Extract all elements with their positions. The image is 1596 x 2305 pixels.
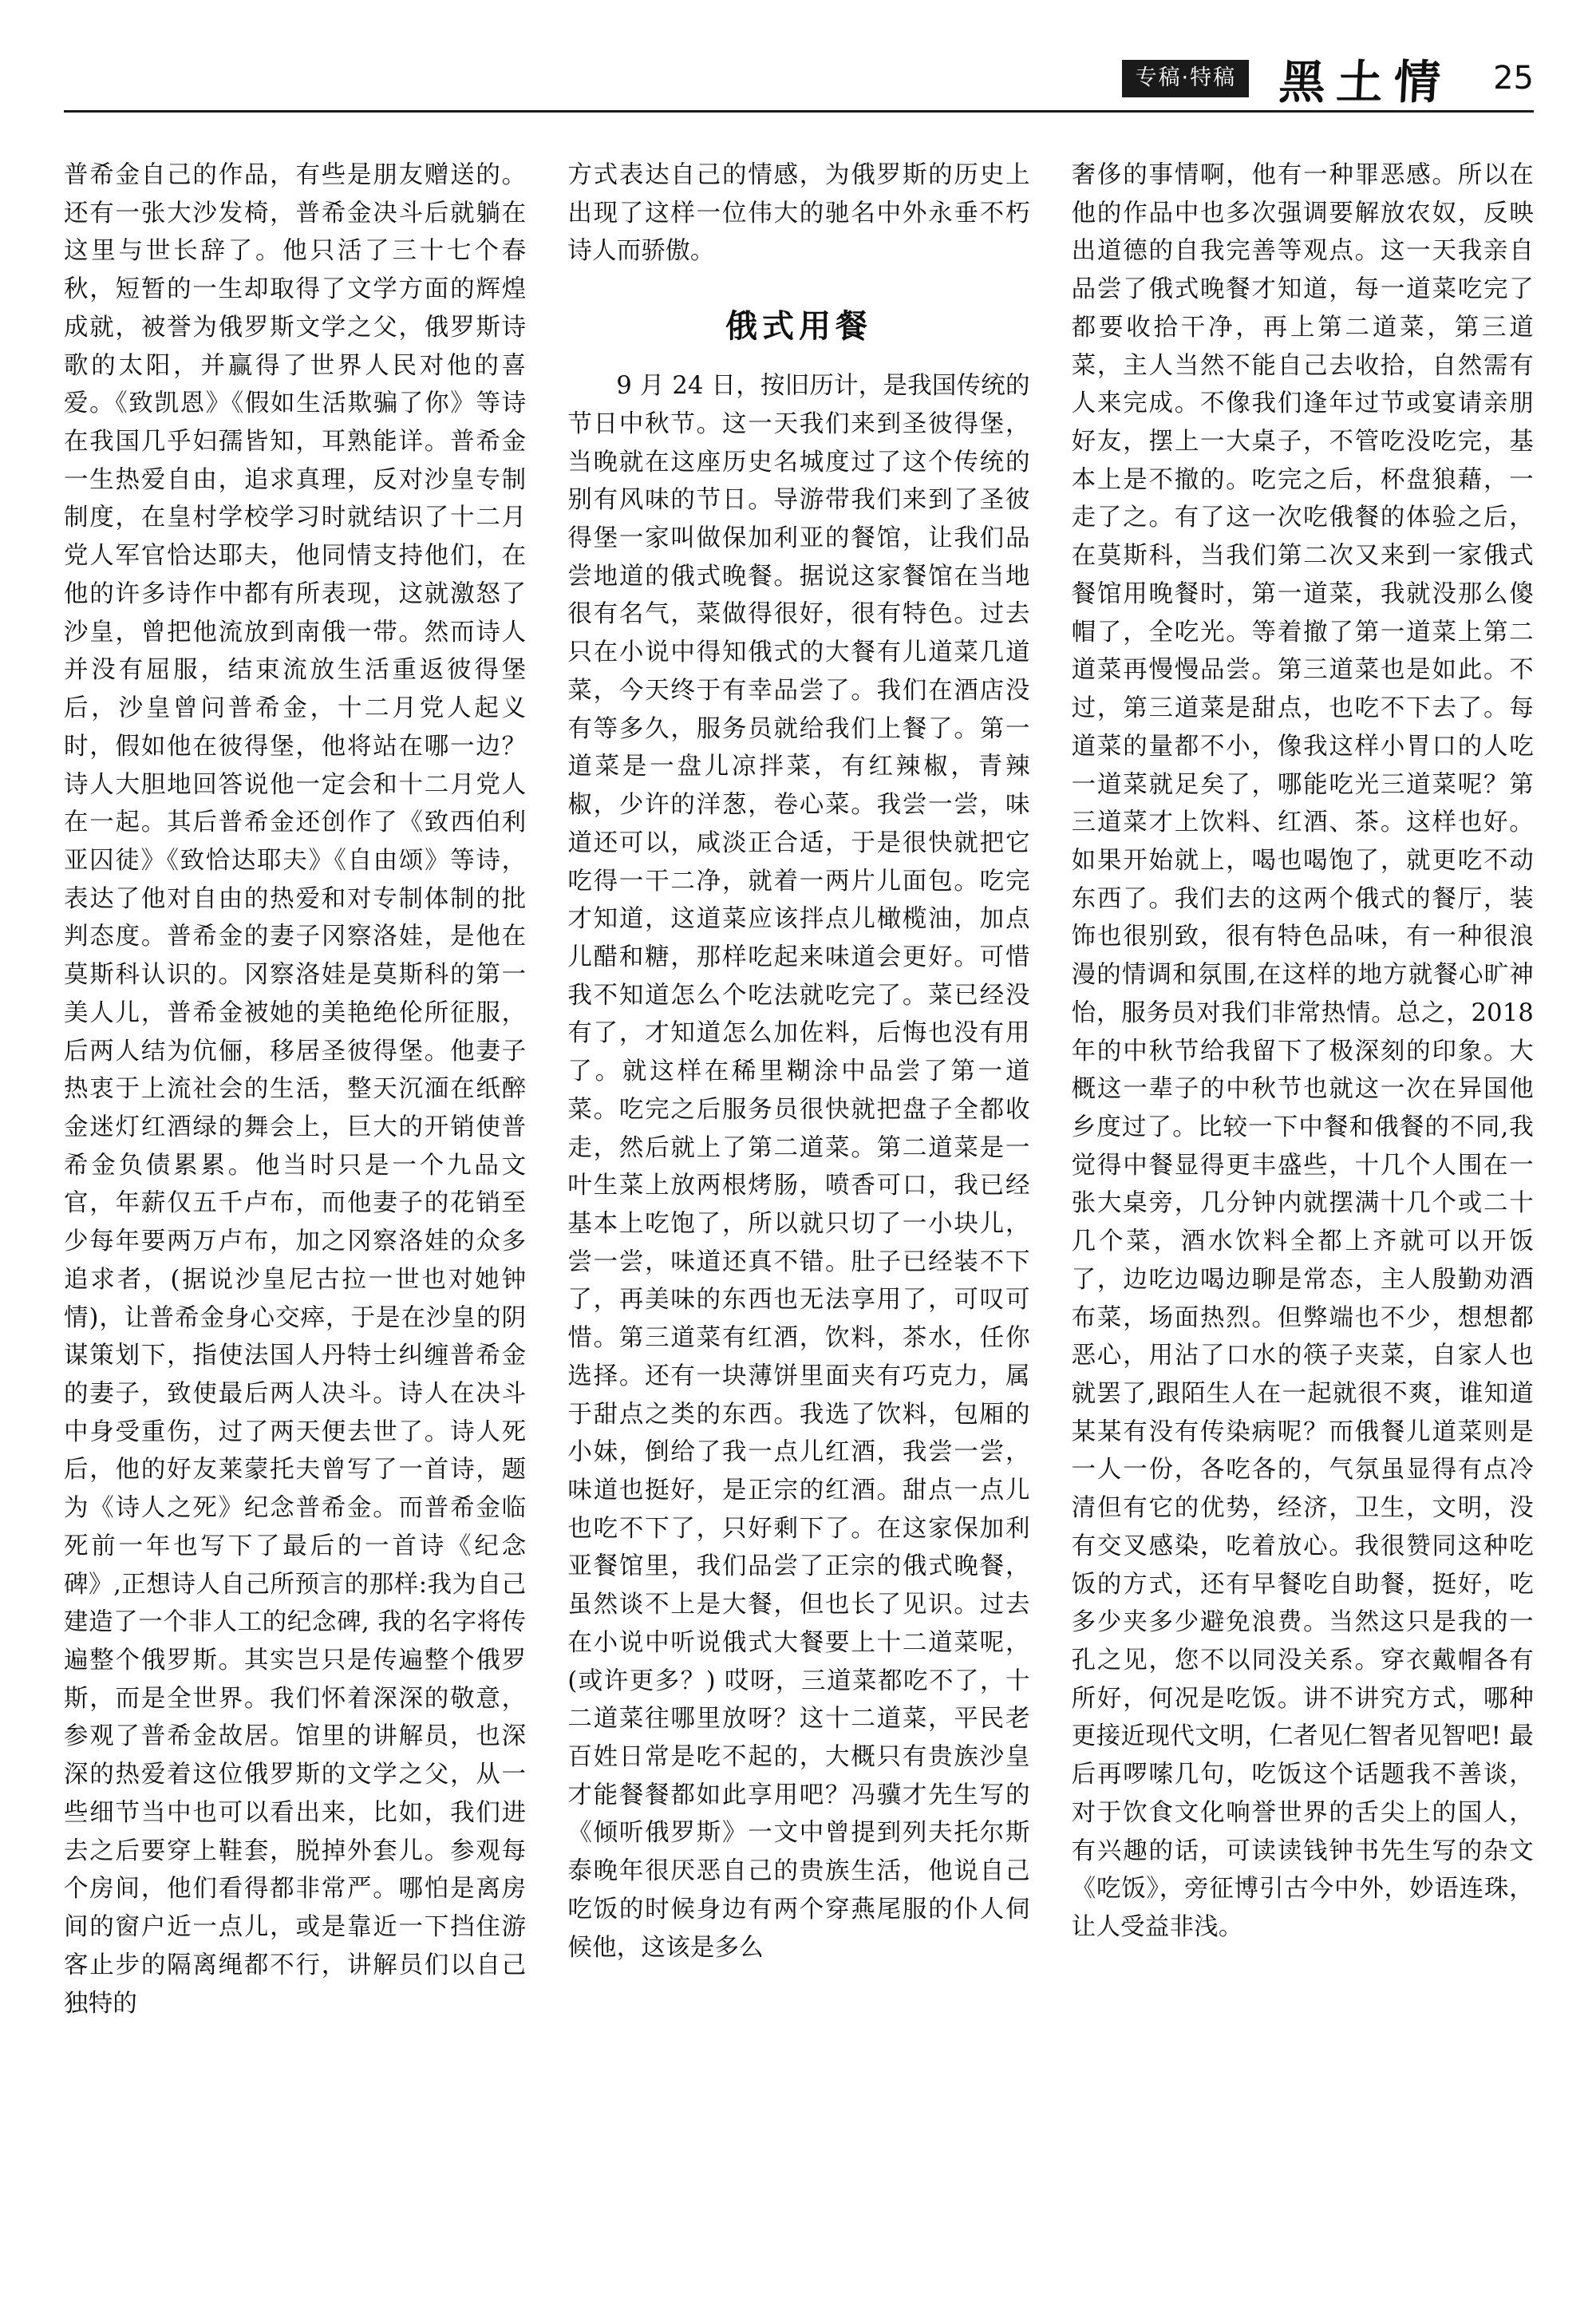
paragraph: 9 月 24 日，按旧历计，是我国传统的节日中秋节。这一天我们来到圣彼得堡，当晚就在这座历史名城度过了这个传统的别有风味的节日。导游带我们来到了圣彼得堡一家叫做保加利亚的餐馆，让我们品尝地道的俄式晚餐。据说这家餐馆在当地很有名气，菜做得很好，很有特色。过去只在小说中得知俄式的大餐有儿道菜几道菜，今天终于有幸品尝了。我们在酒店没有等多久，服务员就给我们上餐了。第一道菜是一盘儿凉拌菜，有红辣椒，青辣椒，少许的洋葱，卷心菜。我尝一尝，味道还可以，咸淡正合适，于是很快就把它吃得一干二净，就着一两片儿面包。吃完才知道，这道菜应该拌点儿橄榄油，加点儿醋和糖，那样吃起来味道会更好。可惜我不知道怎么个吃法就吃完了。菜已经没有了，才知道怎么加佐料，后悔也没有用了。就这样在稀里糊涂中品尝了第一道菜。吃完之后服务员很快就把盘子全都收走，然后就上了第二道菜。第二道菜是一叶生菜上放两根烤肠，喷香可口，我已经基本上吃饱了，所以就只切了一小块儿，尝一尝，味道还真不错。肚子已经装不下了，再美味的东西也无法享用了，可叹可惜。第三道菜有红酒，饮料，茶水，任你选择。还有一块薄饼里面夹有巧克力，属于甜点之类的东西。我选了饮料，包厢的小妹，倒给了我一点儿红酒，我尝一尝，味道也挺好，是正宗的红酒。甜点一点儿也吃不下了，只好剩下了。在这家保加利亚餐馆里，我们品尝了正宗的俄式晚餐，虽然谈不上是大餐，但也长了见识。过去在小说中听说俄式大餐要上十二道菜呢，(或许更多？) 哎呀，三道菜都吃不了，十二道菜往哪里放呀？这十二道菜，平民老百姓日常是吃不起的，大概只有贵族沙皇才能餐餐都如此享用吧？冯骥才先生写的《倾听俄罗斯》一文中曾提到列夫托尔斯泰晚年很厌恶自己的贵族生活，他说自己吃饭的时候身边有两个穿燕尾服的仆人伺候他，这该是多么 — [567, 372, 1030, 1962]
masthead-category-tag: 专稿·特稿 — [1122, 60, 1249, 97]
journal-title: 黑土情 — [1278, 55, 1453, 109]
page-number: 25 — [1493, 60, 1534, 97]
column-1 — [64, 156, 526, 2257]
column-2 — [567, 156, 1029, 2257]
section-heading: 俄式用餐 — [725, 307, 872, 346]
paragraph: 方式表达自己的情感，为俄罗斯的历史上出现了这样一位伟大的驰名中外永垂不朽诗人而骄傲。 — [567, 161, 1030, 266]
masthead — [1122, 45, 1534, 112]
paragraph: 普希金自己的作品，有些是朋友赠送的。还有一张大沙发椅，普希金决斗后就躺在这里与世长辞了。他只活了三十七个春秋，短暂的一生却取得了文学方面的辉煌成就，被誉为俄罗斯文学之父，俄罗斯诗歌的太阳，并赢得了世界人民对他的喜爱。《致凯恩》《假如生活欺骗了你》等诗在我国几乎妇孺皆知，耳熟能详。普希金一生热爱自由，追求真理，反对沙皇专制制度，在皇村学校学习时就结识了十二月党人军官恰达耶夫，他同情支持他们，在他的许多诗作中都有所表现，这就激怒了沙皇，曾把他流放到南俄一带。然而诗人并没有屈服，结束流放生活重返彼得堡后，沙皇曾问普希金，十二月党人起义时，假如他在彼得堡，他将站在哪一边？诗人大胆地回答说他一定会和十二月党人在一起。其后普希金还创作了《致西伯利亚囚徒》《致恰达耶夫》《自由颂》等诗，表达了他对自由的热爱和对专制体制的批判态度。普希金的妻子冈察洛娃，是他在莫斯科认识的。冈察洛娃是莫斯科的第一美人儿，普希金被她的美艳绝伦所征服，后两人结为伉俪，移居圣彼得堡。他妻子热衷于上流社会的生活，整天沉湎在纸醉金迷灯红酒绿的舞会上，巨大的开销使普希金负债累累。他当时只是一个九品文官，年薪仅五千卢布，而他妻子的花销至少每年要两万卢布，加之冈察洛娃的众多追求者，(据说沙皇尼古拉一世也对她钟情)，让普希金身心交瘁，于是在沙皇的阴谋策划下，指使法国人丹特士纠缠普希金的妻子，致使最后两人决斗。诗人在决斗中身受重伤，过了两天便去世了。诗人死后，他的好友莱蒙托夫曾写了一首诗，题为《诗人之死》纪念普希金。而普希金临死前一年也写下了最后的一首诗《纪念碑》,正想诗人自己所预言的那样:我为自己建造了一个非人工的纪念碑, 我的名字将传遍整个俄罗斯。其实岂只是传遍整个俄罗斯，而是全世界。我们怀着深深的敬意，参观了普希金故居。馆里的讲解员，也深深的热爱着这位俄罗斯的文学之父，从一些细节当中也可以看出来，比如，我们进去之后要穿上鞋套，脱掉外套儿。参观每个房间，他们看得都非常严。哪怕是离房间的窗户近一点儿，或是靠近一下挡住游客止步的隔离绳都不行，讲解员们以自己独特的 — [64, 161, 527, 2018]
header-divider — [64, 110, 1534, 113]
paragraph: 奢侈的事情啊，他有一种罪恶感。所以在他的作品中也多次强调要解放农奴，反映出道德的自我完善等观点。这一天我亲自品尝了俄式晚餐才知道，每一道菜吃完了都要收拾干净，再上第二道菜，第三道菜，主人当然不能自己去收拾，自然需有人来完成。不像我们逢年过节或宴请亲朋好友，摆上一大桌子，不管吃没吃完，基本上是不撤的。吃完之后，杯盘狼藉，一走了之。有了这一次吃俄餐的体验之后，在莫斯科，当我们第二次又来到一家俄式餐馆用晚餐时，第一道菜，我就没那么傻帽了，全吃光。等着撤了第一道菜上第二道菜再慢慢品尝。第三道菜也是如此。不过，第三道菜是甜点，也吃不下去了。每道菜的量都不小，像我这样小胃口的人吃一道菜就足矣了，哪能吃光三道菜呢？第三道菜才上饮料、红酒、茶。这样也好。如果开始就上，喝也喝饱了，就更吃不动东西了。我们去的这两个俄式的餐厅，装饰也很别致，很有特色品味，有一种很浪漫的情调和氛围,在这样的地方就餐心旷神怡，服务员对我们非常热情。总之，2018 年的中秋节给我留下了极深刻的印象。大概这一辈子的中秋节也就这一次在异国他乡度过了。比较一下中餐和俄餐的不同,我觉得中餐显得更丰盛些，十几个人围在一张大桌旁，几分钟内就摆满十几个或二十几个菜，酒水饮料全都上齐就可以开饭了，边吃边喝边聊是常态，主人殷勤劝酒布菜，场面热烈。但弊端也不少，想想都恶心，用沾了口水的筷子夹菜，自家人也就罢了,跟陌生人在一起就很不爽，谁知道某某有没有传染病呢？而俄餐儿道菜则是一人一份，各吃各的，气氛虽显得有点冷清但有它的优势，经济，卫生，文明，没有交叉感染，吃着放心。我很赞同这种吃饭的方式，还有早餐吃自助餐，挺好，吃多少夹多少避免浪费。当然这只是我的一孔之见，您不以同没关系。穿衣戴帽各有所好，何况是吃饭。讲不讲究方式，哪种更接近现代文明，仁者见仁智者见智吧! 最后再啰嗦几句，吃饭这个话题我不善谈，对于饮食文化响誉世界的舌尖上的国人，有兴趣的话，可读读钱钟书先生写的杂文《吃饭》，旁征博引古今中外，妙语连珠，让人受益非浅。 — [1071, 161, 1534, 1942]
article-columns — [64, 156, 1534, 2257]
column-3 — [1072, 156, 1534, 2257]
